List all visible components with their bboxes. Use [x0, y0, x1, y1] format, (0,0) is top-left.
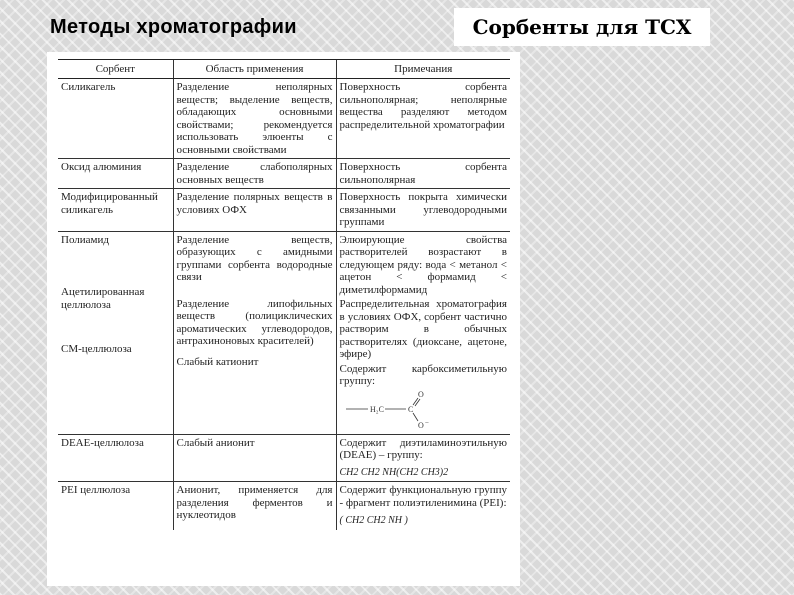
sorbent-table: [58, 59, 510, 530]
application-polyamide: Разделение веществ, образующих с амидными группами сорбента водородные связи: [176, 233, 333, 283]
sorbent-acetyl-cellulose: Ацетилированная целлюлоза: [61, 286, 145, 311]
pei-formula: ( CH2 CH2 NH ): [339, 515, 408, 526]
application-cm-cellulose: Слабый катионит: [176, 355, 259, 368]
cell-sorbent: Модифицированный силикагель: [58, 189, 173, 232]
cell-notes: [336, 434, 510, 482]
chem-minus: −: [424, 418, 429, 427]
header-notes: Примечания: [336, 60, 510, 79]
cell-notes: [336, 482, 510, 530]
sorbent-polyamide: Полиамид: [61, 233, 110, 246]
cell-application: Разделение слабополярных основных веществ: [173, 159, 336, 189]
notes-pei: Содержит функциональную группу - фрагмент полиэтиленимина (PEI):: [339, 484, 507, 509]
header-application: Область применения: [173, 60, 336, 79]
slide-title: Методы хроматографии: [50, 16, 297, 38]
table-row: [58, 482, 510, 530]
cell-application: Разделение неполярных веществ; выделение веществ, обладающих основными свойствами; рекомендуется использовать элюенты с основными свойствами: [173, 79, 336, 159]
carboxymethyl-structure: [340, 390, 460, 432]
notes-deae: Содержит диэтиламиноэтильную (DEAE) – группу:: [339, 436, 507, 461]
cell-application: Анионит, применяется для разделения ферментов и нуклеотидов: [173, 482, 336, 530]
cell-sorbent: Оксид алюминия: [58, 159, 173, 189]
sorbent-cm-cellulose: СМ-целлюлоза: [61, 343, 132, 355]
table-row: [58, 434, 510, 482]
deae-formula: CH2 CH2 NH(CH2 CH3)2: [339, 466, 449, 478]
document-page: [47, 52, 520, 586]
header-sorbent: Сорбент: [58, 60, 173, 79]
header-title: Сорбенты для ТСХ: [472, 15, 692, 39]
chem-h2c-label: H₂C: [369, 404, 384, 414]
cell-application: Слабый анионит: [173, 434, 336, 482]
cell-application: Разделение полярных веществ в условиях ОФХ: [173, 189, 336, 232]
table-row: [58, 231, 510, 434]
application-acetyl-cellulose: Разделение липофильных веществ (полициклических ароматических углеводородов, антрахиноновых красителей): [176, 297, 333, 347]
cell-sorbent: PEI целлюлоза: [61, 484, 131, 496]
table-row: [58, 79, 510, 159]
header-box: [454, 8, 710, 46]
cell-sorbent: [58, 231, 173, 434]
table-row: [58, 159, 510, 189]
cell-sorbent: DEAE-целлюлоза: [58, 434, 173, 482]
notes-acetyl-cellulose: Распределительная хроматография в условиях ОФХ, сорбент частично растворим в обычных растворителях (диоксане, ацетоне, эфире): [339, 298, 507, 360]
chem-o-top: O: [417, 389, 424, 399]
notes-cm-cellulose: Содержит карбоксиметильную группу:: [339, 362, 507, 387]
chem-c-label: C: [407, 404, 413, 414]
cell-notes: Поверхность сорбента сильнополярная; неполярные вещества разделяют методом распределительной хроматографии: [336, 79, 510, 159]
chem-o-bottom: O: [417, 420, 424, 430]
cell-sorbent: Силикагель: [58, 79, 173, 159]
cell-notes: Поверхность сорбента сильнополярная: [336, 159, 510, 189]
cell-notes: Поверхность покрыта химически связанными углеводородными группами: [336, 189, 510, 232]
cell-notes: [336, 231, 510, 434]
cell-application: [173, 231, 336, 434]
notes-polyamide: Элюирующие свойства растворителей возрастают в следующем ряду: вода < метанол < ацетон < формамид < диметилформамид: [339, 233, 507, 296]
table-header-row: [58, 60, 510, 79]
table-row: [58, 189, 510, 232]
